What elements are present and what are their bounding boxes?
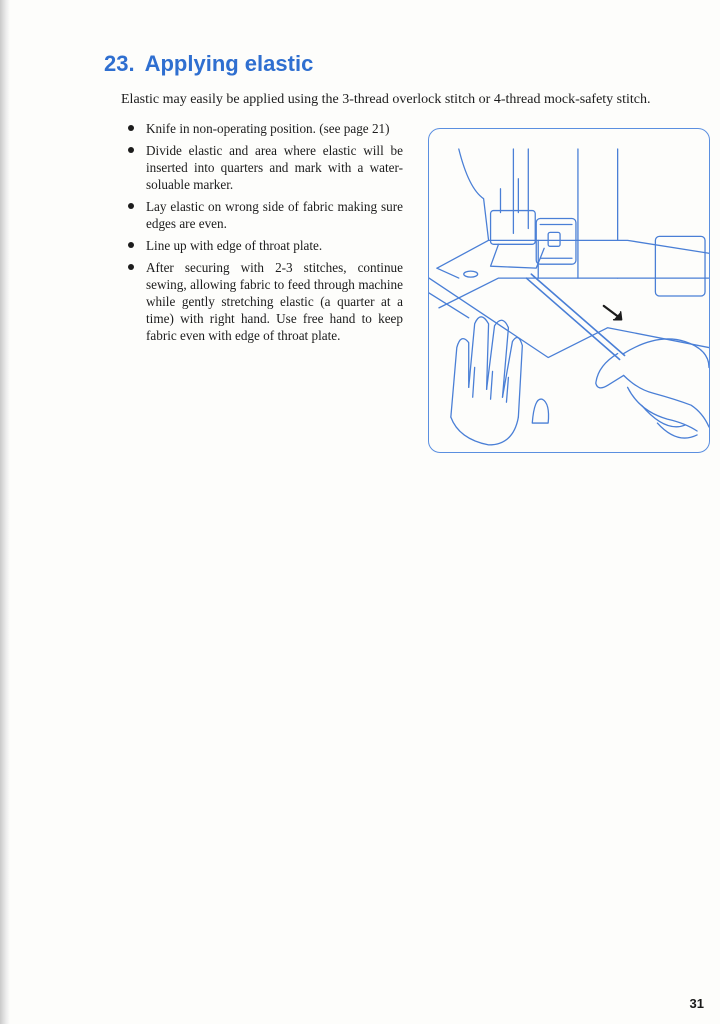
list-item bbox=[128, 259, 403, 344]
bullet-icon bbox=[128, 125, 134, 131]
bullet-icon bbox=[128, 264, 134, 270]
sewing-illustration bbox=[428, 128, 710, 453]
bullet-icon bbox=[128, 203, 134, 209]
list-item bbox=[128, 142, 403, 193]
list-item bbox=[128, 198, 403, 232]
section-heading bbox=[104, 51, 313, 77]
step-text: After securing with 2-3 stitches, continue sewing, allowing fabric to feed through machine while gently stretching elastic (a quarter at a time) with right hand. Use free hand to keep fabric even with edge of throat plate. bbox=[146, 260, 403, 343]
step-text: Lay elastic on wrong side of fabric making sure edges are even. bbox=[146, 199, 403, 231]
page-number: 31 bbox=[689, 996, 704, 1011]
bullet-icon bbox=[128, 242, 134, 248]
step-text: Knife in non-operating position. (see page 21) bbox=[146, 121, 390, 136]
bullet-icon bbox=[128, 147, 134, 153]
step-text: Line up with edge of throat plate. bbox=[146, 238, 323, 253]
binding-edge bbox=[0, 0, 10, 1024]
serger-elastic-drawing bbox=[429, 129, 709, 452]
intro-paragraph: Elastic may easily be applied using the 3-thread overlock stitch or 4-thread mock-safety stitch. bbox=[121, 92, 651, 107]
steps-list bbox=[128, 120, 403, 349]
section-number: 23. bbox=[104, 50, 135, 76]
list-item bbox=[128, 237, 403, 254]
list-item bbox=[128, 120, 403, 137]
section-title: Applying elastic bbox=[144, 50, 314, 76]
step-text: Divide elastic and area where elastic will be inserted into quarters and mark with a water-soluable marker. bbox=[146, 143, 403, 192]
